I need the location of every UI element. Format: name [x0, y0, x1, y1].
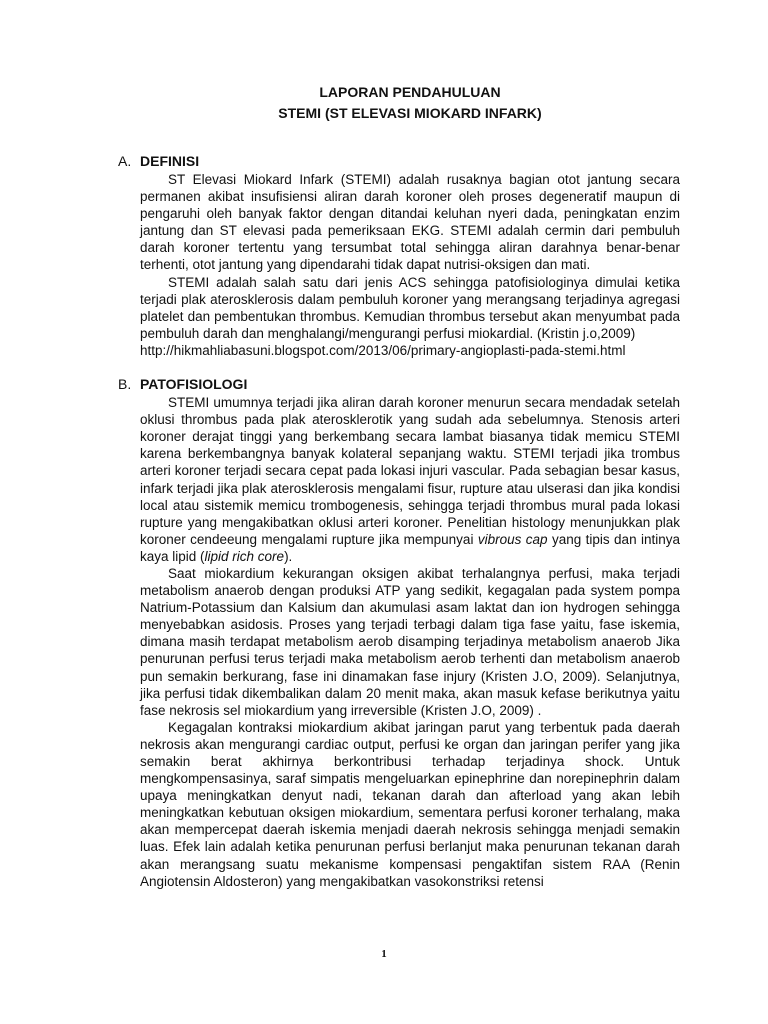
section-title: PATOFISIOLOGI [140, 376, 248, 393]
paragraph: ST Elevasi Miokard Infark (STEMI) adalah rusaknya bagian otot jantung secara permanen akibat insufisiensi aliran darah koroner oleh proses degeneratif maupun di pengaruhi oleh banyak faktor dengan ditandai keluhan nyeri dada, peningkatan enzim jantung dan ST elevasi pada pemeriksaan EKG. STEMI adalah cermin dari pembuluh darah koroner tertentu yang tersumbat total sehingga aliran darahnya benar-benar terhenti, otot jantung yang dipendarahi tidak dapat nutrisi-oksigen dan mati. [140, 172, 680, 273]
section-letter: A. [118, 153, 132, 169]
section-letter: B. [118, 376, 132, 393]
document-title [118, 0, 680, 124]
section-heading [118, 151, 680, 171]
italic-term: lipid rich core [204, 548, 285, 564]
paragraph-text: ). [284, 548, 293, 564]
section-title: DEFINISI [140, 153, 200, 169]
reference-url: http://hikmahliabasuni.blogspot.com/2013/06/primary-angioplasti-pada-stemi.html [140, 342, 626, 358]
section-patofisiologi [118, 374, 680, 890]
paragraph: STEMI adalah salah satu dari jenis ACS sehingga patofisiologinya dimulai ketika terjadi plak aterosklerosis dalam pembuluh koroner yang merangsang terjadinya agregasi platelet dan pembentukan thrombus. Kemudian thrombus tersebut akan menyumbat pada pembuluh darah dan menghalangi/mengurangi perfusi miokardial. (Kristin j.o,2009) [140, 274, 680, 341]
paragraph-text: STEMI umumnya terjadi jika aliran darah koroner menurun secara mendadak setelah oklusi thrombus pada plak aterosklerotik yang sudah ada sebelumnya. Stenosis arteri koroner derajat tinggi yang berkembang secara lambat biasanya tidak memicu STEMI karena berkembangnya banyak kolateral sepanjang waktu. STEMI terjadi jika trombus arteri koroner terjadi secara cepat pada lokasi injuri vascular. Pada sebagian besar kasus, infark terjadi jika plak aterosklerosis mengalami fisur, rupture atau ulserasi dan jika kondisi local atau sistemik memicu trombogenesis, sehingga terjadi thrombus mural pada lokasi rupture yang mengakibatkan oklusi arteri koroner. Penelitian histology menunjukkan plak koroner cendeeung mengalami rupture jika mempunyai [140, 395, 680, 547]
title-line-1: LAPORAN PENDAHULUAN [319, 84, 501, 100]
page-number: 1 [381, 948, 387, 960]
paragraph: Kegagalan kontraksi miokardium akibat jaringan parut yang terbentuk pada daerah nekrosis akan mengurangi cardiac output, perfusi ke organ dan jaringan perifer yang jika semakin berat akhirnya berkontribusi terhadap terjadinya shock. Untuk mengkompensasinya, saraf simpatis mengeluarkan epinephrine dan norepinephrin dalam upaya meningkatkan denyut nadi, tekanan darah dan afterload yang akan lebih meningkatkan kebutuan oksigen miokardium, sementara perfusi koroner terhalang, maka akan mempercepat daerah iskemia menjadi daerah nekrosis sehingga menjadi semakin luas. Efek lain adalah ketika penurunan perfusi berlanjut maka penurunan tekanan darah akan merangsang suatu mekanisme kompensasi pengaktifan sistem RAA (Renin Angiotensin Aldosteron) yang mengakibatkan vasokonstriksi retensi [140, 719, 680, 889]
paragraph: Saat miokardium kekurangan oksigen akibat terhalangnya perfusi, maka terjadi metabolism anaerob dengan produksi ATP yang sedikit, kegagalan pada system pompa Natrium-Potassium dan Kalsium dan akumulasi asam laktat dan ion hydrogen sehingga menyebabkan asidosis. Proses yang terjadi terbagi dalam tiga fase yaitu, fase iskemia, dimana masih terdapat metabolism aerob disamping terjadinya metabolism anaerob Jika penurunan perfusi terus terjadi maka metabolism aerob terhenti dan metabolism anaerob pun semakin berkurang, fase ini dinamakan fase injury (Kristen J.O, 2009). Selanjutnya, jika perfusi tidak dikembalikan dalam 20 menit maka, akan masuk kefase berikutnya yaitu fase nekrosis sel miokardium yang irreversible (Kristen J.O, 2009) . [140, 565, 680, 718]
section-definisi [118, 151, 680, 359]
section-heading [118, 374, 680, 394]
italic-term: vibrous cap [477, 531, 548, 547]
paragraph [140, 394, 680, 565]
title-line-2: STEMI (ST ELEVASI MIOKARD INFARK) [278, 105, 542, 121]
paragraph-text: yang tipis dan intinya kaya lipid ( [140, 531, 681, 564]
